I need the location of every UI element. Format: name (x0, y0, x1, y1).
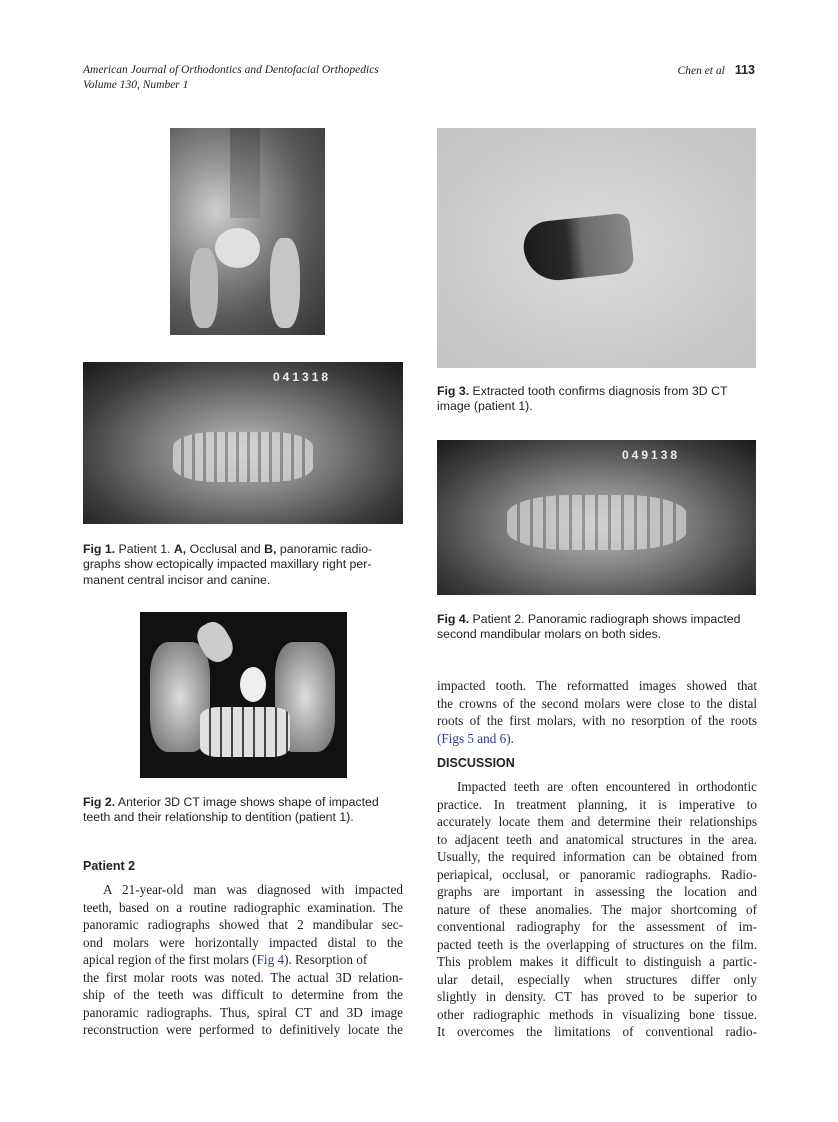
page-number: 113 (734, 63, 755, 77)
fig4-label: Fig 4. (437, 612, 470, 626)
fig3-label: Fig 3. (437, 384, 470, 398)
fig2-label: Fig 2. (83, 795, 116, 809)
running-header-left (83, 63, 379, 93)
fig1b-panoramic-radiograph (83, 362, 403, 524)
discussion-paragraph: Impacted teeth are often encountered in orthodontic practice. In treatment planning, it is imperative to accurately locate them and determine their relationships to adjacent teeth and anatomical structures in the area. Usually, the required information can be obtained from periapical, occlusal, or panoramic radiographs. Radio- graphs are important in assessing the location and nature of these anomalies. The major shortcoming of conventional radiography for the assessment of im- pacted teeth is the overlapping of structures on the film. This problem makes it difficult to distinguish a partic- ular detail, especially when structures differ only slightly in density. CT has proved to be superior to other radiographic methods in visualizing bone tissue. It overcomes the limitations of conventional radio- (437, 779, 757, 1039)
fig4-panoramic-radiograph (437, 440, 756, 595)
fig1a-occlusal-radiograph (170, 128, 325, 335)
figs-5-6-reference-link[interactable]: (Figs 5 and 6) (437, 730, 511, 746)
fig2-3d-ct-image (140, 612, 347, 778)
journal-title: American Journal of Orthodontics and Dentofacial Orthopedics (83, 64, 379, 76)
fig3-extracted-tooth-photo (437, 128, 756, 368)
fig1-label: Fig 1. (83, 542, 116, 556)
patient2-paragraph: A 21-year-old man was diagnosed with impacted teeth, based on a routine radiographic examination. The panoramic radiographs showed that 2 mandibular sec- ond molars were horizontally impacted distal to the apical region of the first molars (Fig 4). Resorption of the first molar roots was noted. The actual 3D relation- ship of the teeth was difficult to determine from the panoramic radiographs. Thus, spiral CT and 3D image reconstruction were performed to definitively locate the (83, 882, 403, 1037)
fig2-caption: Fig 2. Anterior 3D CT image shows shape of impacted teeth and their relationship to dentition (patient 1). (83, 795, 379, 825)
section-heading-discussion: DISCUSSION (437, 756, 515, 770)
fig3-caption: Fig 3. Extracted tooth confirms diagnosis from 3D CT image (patient 1). (437, 384, 728, 414)
fig1-caption: Fig 1. Patient 1. A, Occlusal and B, panoramic radio- graphs show ectopically impacted maxillary right per- manent central incisor and canine. (83, 542, 373, 587)
film-number: 041318 (273, 370, 332, 384)
section-heading-patient-2: Patient 2 (83, 859, 136, 873)
film-number: 049138 (622, 448, 681, 462)
patient2-continued-paragraph: impacted tooth. The reformatted images showed that the crowns of the second molars were close to the distal roots of the first molars, with no resorption of the roots (Figs 5 and 6). (437, 678, 757, 746)
fig4-reference-link[interactable]: Fig 4 (256, 952, 285, 967)
journal-volume: Volume 130, Number 1 (83, 79, 189, 91)
fig4-caption: Fig 4. Patient 2. Panoramic radiograph shows impacted second mandibular molars on both sides. (437, 612, 741, 642)
running-header-right (678, 63, 755, 79)
authors: Chen et al (677, 65, 725, 77)
